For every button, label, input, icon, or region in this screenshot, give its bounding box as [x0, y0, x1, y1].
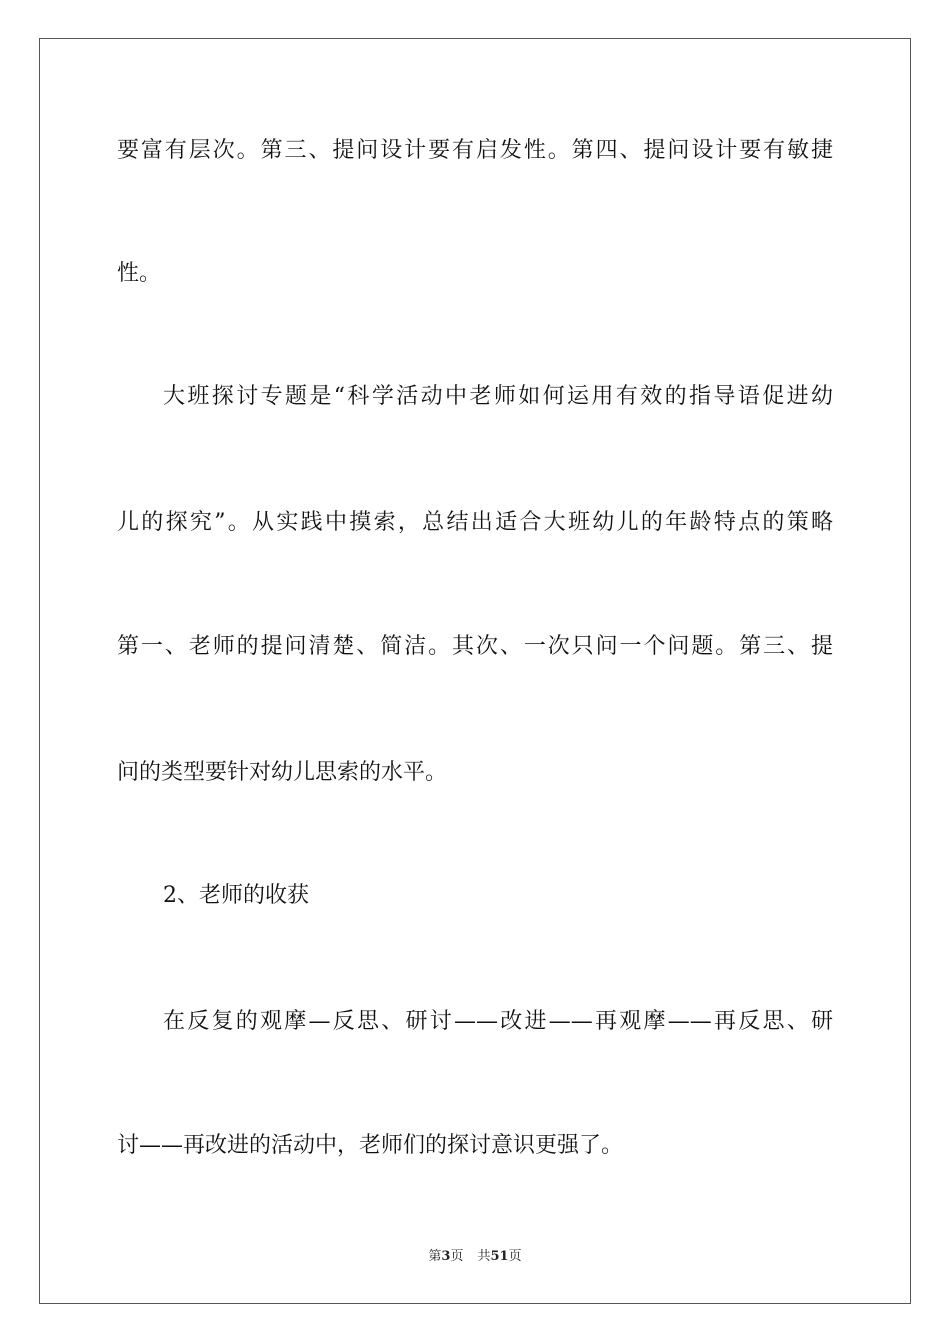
paragraph-line-4: 问的类型要针对幼儿思索的水平。: [117, 760, 448, 785]
body-line-2: 性。: [117, 261, 162, 286]
footer-page-prefix: 第: [428, 1249, 442, 1264]
paragraph-line-2: 儿的探究”。从实践中摸索，总结出适合大班幼儿的年龄特点的策略: [117, 510, 833, 535]
page-footer: [0, 1248, 950, 1266]
section-heading: 2、老师的收获: [163, 883, 309, 908]
footer-total-suffix: 页: [508, 1249, 522, 1264]
footer-total-prefix: 共: [477, 1249, 491, 1264]
body-line-1: 要富有层次。第三、提问设计要有启发性。第四、提问设计要有敏捷: [117, 138, 833, 163]
page-frame: [39, 38, 911, 1304]
paragraph-line-1: 大班探讨专题是“科学活动中老师如何运用有效的指导语促进幼: [163, 384, 833, 409]
footer-page-suffix: 页: [450, 1249, 464, 1264]
footer-page-number: 3: [441, 1249, 451, 1264]
paragraph-2-line-1: 在反复的观摩—反思、研讨——改进——再观摩——再反思、研: [163, 1009, 833, 1034]
paragraph-line-3: 第一、老师的提问清楚、简洁。其次、一次只问一个问题。第三、提: [117, 634, 833, 659]
footer-total-pages: 51: [490, 1249, 509, 1264]
paragraph-2-line-2: 讨——再改进的活动中，老师们的探讨意识更强了。: [117, 1133, 624, 1158]
